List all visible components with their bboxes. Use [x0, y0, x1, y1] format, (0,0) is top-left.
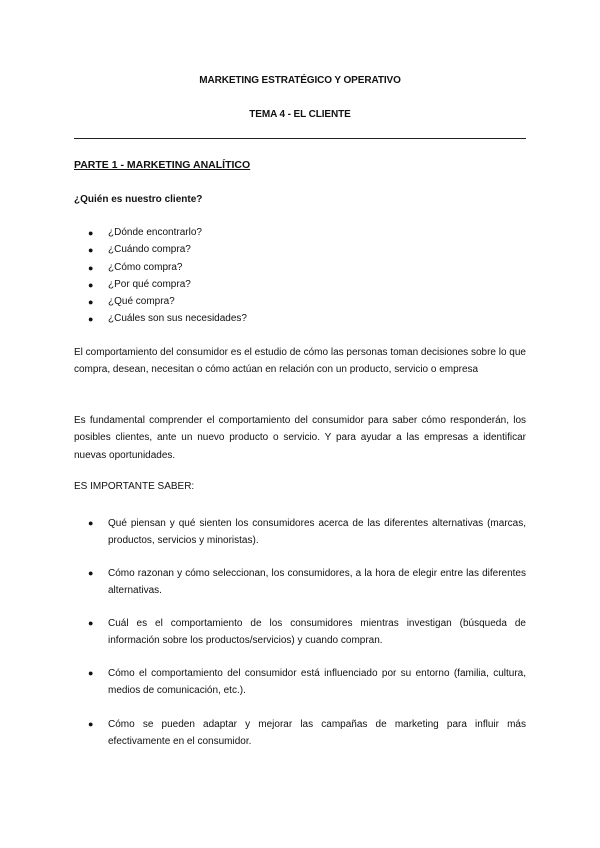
course-title: MARKETING ESTRATÉGICO Y OPERATIVO: [199, 75, 401, 86]
important-point: [88, 515, 526, 550]
list-item: ● ¿Qué compra?: [88, 296, 175, 308]
bullet-icon: ●: [88, 279, 94, 290]
important-point: [88, 615, 526, 650]
horizontal-rule: [74, 138, 526, 139]
bullet-icon: ●: [88, 568, 94, 578]
list-item: ● Cómo el comportamiento del consumidor está influenciado por su entorno (familia, cultura, medios de comunicación, etc.).: [88, 665, 526, 700]
important-point: [88, 716, 526, 751]
important-heading: ES IMPORTANTE SABER:: [74, 481, 195, 492]
bullet-icon: ●: [88, 618, 94, 628]
bullet-icon: ●: [88, 228, 94, 238]
list-item: ● ¿Cuándo compra?: [88, 244, 191, 256]
important-point: [88, 665, 526, 700]
part-heading: PARTE 1 - MARKETING ANALÍTICO: [74, 159, 251, 171]
questions-list: [88, 226, 247, 330]
bullet-icon: ●: [88, 518, 94, 528]
paragraph-importance: Es fundamental comprender el comportamiento del consumidor para saber cómo responderán, los posibles clientes, ante un nuevo producto o servicio. Y para ayudar a las empresas a identificar nuevas oportunidades.: [74, 415, 526, 461]
list-item: ● Qué piensan y qué sienten los consumidores acerca de las diferentes alternativas (marcas, productos, servicios y minoristas).: [88, 515, 526, 550]
list-item: ● ¿Cómo compra?: [88, 261, 183, 273]
list-item: ● Cómo razonan y cómo seleccionan, los consumidores, a la hora de elegir entre las diferentes alternativas.: [88, 565, 526, 600]
question-heading: ¿Quién es nuestro cliente?: [74, 194, 203, 205]
bullet-icon: ●: [88, 262, 94, 273]
list-item: ● ¿Dónde encontrarlo?: [88, 227, 202, 238]
list-item: ● Cómo se pueden adaptar y mejorar las campañas de marketing para influir más efectivamente en el consumidor.: [88, 716, 526, 751]
bullet-icon: ●: [88, 719, 94, 729]
list-item: ● Cuál es el comportamiento de los consumidores mientras investigan (búsqueda de información sobre los productos/servicios) y cuando compran.: [88, 615, 526, 650]
list-item: ● ¿Cuáles son sus necesidades?: [88, 313, 247, 325]
bullet-icon: ●: [88, 297, 94, 308]
bullet-icon: ●: [88, 314, 94, 325]
topic-title: TEMA 4 - EL CLIENTE: [249, 109, 351, 120]
list-item: ● ¿Por qué compra?: [88, 278, 191, 290]
important-point: [88, 565, 526, 600]
paragraph-definition: El comportamiento del consumidor es el estudio de cómo las personas toman decisiones sobre lo que compra, desean, necesitan o cómo actúan en relación con un producto, servicio o empresa: [74, 347, 526, 376]
bullet-icon: ●: [88, 245, 94, 256]
bullet-icon: ●: [88, 668, 94, 678]
